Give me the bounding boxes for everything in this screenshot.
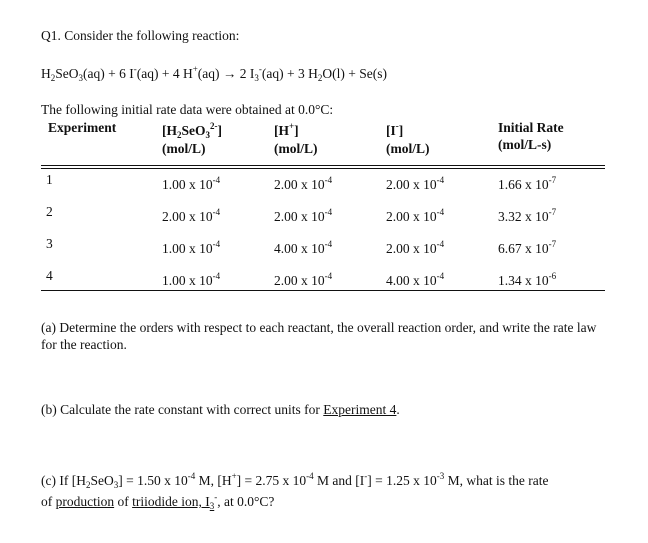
cell-h2seo3: 1.00 x $10^{-4}$ xyxy=(162,271,221,288)
cell-iminus: 2.00 x $10^{-4}$ xyxy=(386,207,445,224)
header-h2seo3: $[H_2SeO_3^{2-}]$ xyxy=(162,121,223,140)
header-rate: Initial Rate xyxy=(498,120,564,135)
cell-iminus: 4.00 x $10^{-4}$ xyxy=(386,271,445,288)
cell-h2seo3: 1.00 x $10^{-4}$ xyxy=(162,175,221,192)
cell-iminus: 2.00 x $10^{-4}$ xyxy=(386,239,445,256)
part-c-line2: of production of triiodide ion, $I_3^-$, at 0.0°C? xyxy=(41,492,275,511)
part-b-text: (b) Calculate the rate constant with correct units for Experiment 4. xyxy=(41,402,400,417)
header-iminus: [I-] xyxy=(386,121,404,138)
cell-experiment: 2 xyxy=(46,204,53,219)
rate-data-intro: The following initial rate data were obtained at 0.0°C: xyxy=(41,102,334,117)
cell-experiment: 3 xyxy=(46,236,53,251)
cell-h2seo3: 2.00 x $10^{-4}$ xyxy=(162,207,221,224)
cell-rate: 1.66 x $10^{-7}$ xyxy=(498,175,557,192)
table-top-rule xyxy=(41,165,605,166)
cell-rate: 6.67 x $10^{-7}$ xyxy=(498,239,557,256)
header-hplus: [H+] xyxy=(274,121,299,138)
header-iminus-unit: (mol/L) xyxy=(386,141,430,156)
cell-hplus: 4.00 x $10^{-4}$ xyxy=(274,239,333,256)
cell-experiment: 4 xyxy=(46,268,53,283)
cell-hplus: 2.00 x $10^{-4}$ xyxy=(274,175,333,192)
cell-hplus: 2.00 x $10^{-4}$ xyxy=(274,207,333,224)
cell-rate: 3.32 x $10^{-7}$ xyxy=(498,207,557,224)
table-bottom-rule xyxy=(41,290,605,291)
cell-rate: 1.34 x $10^{-6}$ xyxy=(498,271,557,288)
question-heading: Q1. Consider the following reaction: xyxy=(41,28,240,43)
header-experiment: Experiment xyxy=(48,120,117,135)
header-rate-unit: (mol/L-s) xyxy=(498,137,552,152)
header-hplus-unit: (mol/L) xyxy=(274,141,318,156)
cell-experiment: 1 xyxy=(46,172,53,187)
part-a-text: (a) Determine the orders with respect to each reactant, the overall reaction order, and write the rate law for the reaction. xyxy=(41,320,597,352)
cell-hplus: 2.00 x $10^{-4}$ xyxy=(274,271,333,288)
table-header-rule xyxy=(41,168,605,169)
header-h2seo3-unit: (mol/L) xyxy=(162,141,206,156)
experiment-4-link: Experiment 4 xyxy=(323,402,397,417)
cell-iminus: 2.00 x $10^{-4}$ xyxy=(386,175,445,192)
part-c-line1: (c) If $[H_2SeO_3] = 1.50$ x $10^{-4}$ M, [H+] = 2.75 x $10^{-4}$ M and [I-] = 1.25 x $10^{-3}$ M, what is the rate xyxy=(41,471,549,490)
reaction-equation: $H_2SeO_3(aq) + 6$ I-(aq) + 4 H+(aq) → 2 $I_3^-(aq) + 3$ $H_2O(l) + Se(s)$ xyxy=(41,64,387,83)
cell-h2seo3: 1.00 x $10^{-4}$ xyxy=(162,239,221,256)
